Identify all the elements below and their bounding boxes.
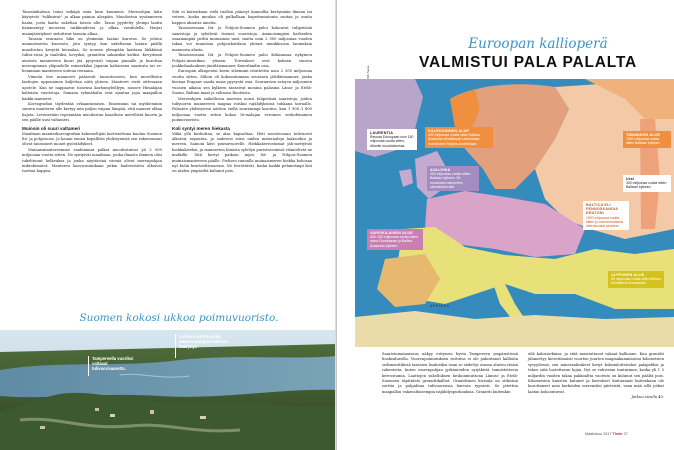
map-label-title: LAURENTIA: [370, 131, 394, 135]
paragraph: Euroopan alkuperäsi kovin sihemnin istuttettin noin 2 200 miljoonaa vuotta sitten. Silloin oli kokoontumaan seuraava jättiläismanner, jonka kuvaaa Prapaav saada uusia pyyvystä osia. Seuraavien satojen miljoonien vuosien aikana sen kylkeen tanssivat monina palasina Länsi- ja Etelä-Suomi, Baltian maat ja valtaosa Ruotsista.: [172, 69, 312, 96]
map-label-text: 450 miljoonaa vuotta sitten Baltican kylkeen. Se muodostui mannerten rakenteiden alla.: [430, 172, 471, 189]
paragraph: Muinaismantereemme vanhimmat palkat muodostuivat yli 3 000 miljoonaa vuotta sitten. Ne syntyivät maailman, jonka ilmasto ilminen olisi tukehtunut helkeuksa ja jonka näyttävinä väeinä olivat merenpohjan mikrobimatot. Manteren kasvu-muinkaan jotkin badereisteta alkoivat tuottaa happea.: [22, 147, 162, 174]
map-label-text: 400–300 miljoonaa vuotta sitten osina Gondwanan ja Baltica-Avalonian kylkeen.: [370, 235, 418, 248]
map-label-kaledoninen: [425, 127, 493, 148]
map-label-text: 1500 miljoonaa vuotta sitten jo mannermaiseksi rakentuvaksi alueeksi.: [586, 215, 624, 229]
map-label-title: BALTICA ELI FENNOSKANDIA KRATONI: [586, 203, 618, 216]
text-column-2: [172, 10, 312, 175]
photo-caption-2-box: [175, 334, 233, 358]
map-name-afrikka: AFRIKKA: [430, 304, 450, 308]
map-label-text: Reunaa Euroopaan noin 150 miljoonaa vuotta sitten. Atlantin muodostuessa.: [370, 135, 414, 148]
continued-note: Jatkuu sivulla 40.: [631, 395, 664, 400]
subheading: Muinoin oli suuri valtameri: [22, 125, 81, 131]
text-column-1: [22, 10, 162, 175]
map-label-alppinen: [608, 271, 664, 288]
subheading: Koli syntyi meren hiekasta: [172, 125, 230, 131]
footer-date: Maaliskuu 2017: [585, 432, 612, 436]
paragraph: Koreografian täydentää erkaantumisen. Ennemmin tai myöhemmin suuren manteren alle kertyy niin paljon vaipan lämpöä, että manner alkaa hajota. Levenevään repeämään muodostuu basaltista merellistä kuorta ja sen päälle uusi valtameri.: [22, 101, 162, 123]
map-label-baltica: [583, 201, 629, 230]
paragraph: eilä kalossiekinsa, ja siitä muistuttavat vakaat kallionne. Kun graniitti jähmettyy kiereitömästi vuorten juurten magmakammioissa kilometrien syvyydessä, sen mineraalirakeet kiviyt kolmiulotteisoksi palapeliksi ja tekee siitä luotettavan lujaa. Nyt se vahvistaa tunturinne, koska yli 1 5 miljardin vuoden takaa pakkoaltta vuoristo on kulunut sen päältä pois. Kilometrien kuusten kulunet ja kerrokset kuituunnat kuitenkaan ole kurottaneet noin korkeiden mereneksi piirteistä, vaan mää sillä jotkut laatan kokoontuvat.: [528, 352, 664, 394]
map-label-ural: [623, 175, 671, 192]
map-label-laurentia: [367, 129, 417, 150]
map-label-title: VARISKILAINEN ALUE: [370, 231, 413, 235]
map-label-variskinen: [367, 229, 423, 250]
paragraph: Tanssisessaan Itä- ja Pohjois-Suomen paloi kokouvat tulipetäsiä saaristoja ja syleilivät itsensä vuoristoja. Ammoisimpien karheiden osaamanpää peittä muinainen uusi, mutta noin 2 000 miljoonaa vuoden takaa voi tunnistaa pohjoiskattlana yhtenä nimikkoosia laumuksia mannerta alusta.: [172, 26, 312, 52]
map-label-title: ALPPIINEN ALUE: [611, 273, 645, 277]
photo-caption-2: Lohjasa luorhe viralu mereen pohjaan kallioon käärynyt.: [179, 334, 229, 349]
title-line-1: Euroopan kallioperä: [468, 36, 608, 52]
map-label-text: 65 miljoonaa vuotta sitten Afrikan törmätessä Euraasiaan.: [611, 277, 661, 286]
paragraph: Sitä ei kuitenkaan vielä tuollon päässyt kunnollia kertymään ilmaan tai veteen, koska muulan oli pulkollaan hapettumatonta rautaa ja muita happea ahmivia aineita.: [172, 10, 312, 25]
aerial-photo-illustration: [0, 330, 337, 450]
paragraph: Tanssiinkutsua toimi mikäpä muu kuin kuumuus. Meresohjan laita käytyivät "tulikuivat" ja alkaa painua alaspäin. Muodostuu syvänmeren haata, josta laatta sukeltaa toisen alle. Tasoa pyydetty ylempi laatta hämmentyy moisesta tarkkuudesta ja alkaa vavahdella. Hurjat maanjäristykset sieluttivat tanssin alkua.: [22, 10, 162, 36]
page-footer: [585, 432, 628, 436]
paragraph: Tanssisessaan Itä- ja Pohjois-Suomen paloi Kekaansaa nykyinen Pohjois-Amerikan ytimen. Toiveakset ovat kolmen suuren joukkohaalauksen jäntiläismanner Kenorlandin osia.: [172, 53, 312, 69]
title-line-2: VALMISTUI PALA PALALTA: [419, 54, 637, 71]
europe-geology-map: [355, 79, 674, 347]
map-label-text: 1000 miljoonaa vuotta sitten Baltican kylkeen.: [626, 137, 661, 146]
photo-caption-1: Tampereella vuoriksi valtaaat tulivuorisaaretto.: [92, 356, 134, 371]
paragraph: Mikä yllä kurkottaa, se alas kapsahtaa. Heti noustessaan tulivuoret alkoivat rapautua, ja sadevesi siirsi niiden mineraaleja laaksoihin ja mereen. Samoin kävi poimuvuorelle. Hiekkakerrostumat jäh-mettyivät hiekkakiveksi, ja mannerten liimista syleilyn puristusvoimat vääntelivät ne mutkille. Sitä kertyi paikoin myös Itä- ja Pohjois-Suomen muinaismantereen päälle. Pielisen rannalla muinaismeren hiekka kohosaa nyt Kolin kvartsiittivaarona. Ne törröttävät, koska kaikki pehmeämpi kivi on niiden ympäriltä kulunut pois.: [172, 131, 312, 174]
footer-page-number: 37: [623, 432, 628, 436]
paragraph: Meresohjien suikellessa moresta nousi tulipetäsiä saaristoja, joiden tuliyuoren mannereen magma roiskui rajähdyksissä tuhkana taivaalle. Palasten yhdistyessä näitten viellä suuremmpi kurotus, kun 1 900–1 800 miljoonaa vuotta sitten kokoa lit-malajan veroinen svekofenninen poimuvuoristo.: [172, 96, 312, 123]
pull-quote: Suomen kokosi ukkoa poimuvuoristo.: [79, 312, 279, 324]
map-label-title: Ural: [626, 177, 634, 181]
right-text-column-2: [528, 352, 664, 401]
paragraph: Viimein itse manneret pääsevät tanssitorseen, kun merellisten laattojen upponainen kuljettaa niitä yhteen. Manteret eivät oittessaan upotele. Kun ne nappaavat toisensa karhumyleillyyn, nousee Himalajan kaltaista vuoristoja. Samaan ryhmähalin ovat ajautua jopa maapallon kaikki manteret.: [22, 74, 162, 101]
paragraph: Tanssin seuraava liike on ylemmän laatan kurotus. Se johtuu mannermesta kuorosta, jota syntyy, kun sukeltavan laatan päällä muodostuu kevyttä kiviaalaa. Se nousee ylempään laattaan läikkässä tuliva-rissä ja vaaleiksi, kevyiksi, graniittin sukuisiksi kiviksi. Kevyitemä aineista mannereen kuori jää pysyvästi vaipan pinnalle ja kurottaa merenpinnan yläpuolelle esimerkiksi Japanin kaltaisena saarirata tai ve-henmman mantereen uutena reunana.: [22, 37, 162, 74]
map-label-text: 400 miljoonaa vuotta sitten Baltica-Avalonian törmätessä Laurentiaan, muinaiseen Pohjois-Amerikkaan.: [428, 133, 481, 146]
map-label-text: 300 miljoonaa vuotta sitten Baltican kylkeen.: [626, 181, 667, 190]
footer-brand: Tiede: [612, 432, 623, 436]
map-label-title: TIMANIDEN ALUE: [626, 133, 661, 137]
map-label-avalonia: [427, 166, 479, 191]
right-text-column-1: [382, 352, 518, 395]
photo-caption-1-box: [88, 356, 138, 376]
paragraph: Saaristomuinaisuus näkyy erityisen hyvin Tampereen ympäristössä liuskealueella. Vuorenpoimutuksen ruttutus ei ole pakottanut kallioita sedimenttikiviä tanssien lisalueiksi vaan se sädettyi osassa alueen räsisä rakenteita, kuten merenpohjan jyrkänteiden syrjäkiviä tunnistettavia kerrostumia. Laattojen sukelluksen keskonmuistona Lännsi- ja Etelä-Suomeen täpittävät graniittikalliot. Graniittinen kivisula on sitkeänä sorttia ja pulpahtaa tulivuorensia harvoin tyynesti. Se jätettiin maapallon vakavaltaisempia näjähdyspurkauksia. Graniitti kuitenkin: [382, 352, 519, 394]
map-label-timanide: [623, 131, 671, 148]
map-label-title: AVALONIA: [430, 168, 451, 172]
aerial-photo: [0, 330, 337, 450]
map-label-title: KALEDONINEN ALUE: [428, 129, 470, 133]
paragraph: Maailman mannerkoreografian kokemeltijän kortistettuna kuuluu Suomen ltä- ja pohjoisosa. Jo kauan ennen kopallista yhdistymistä sen rakennusaat olivat tanssineet monet pyörähdykset.: [22, 131, 162, 147]
